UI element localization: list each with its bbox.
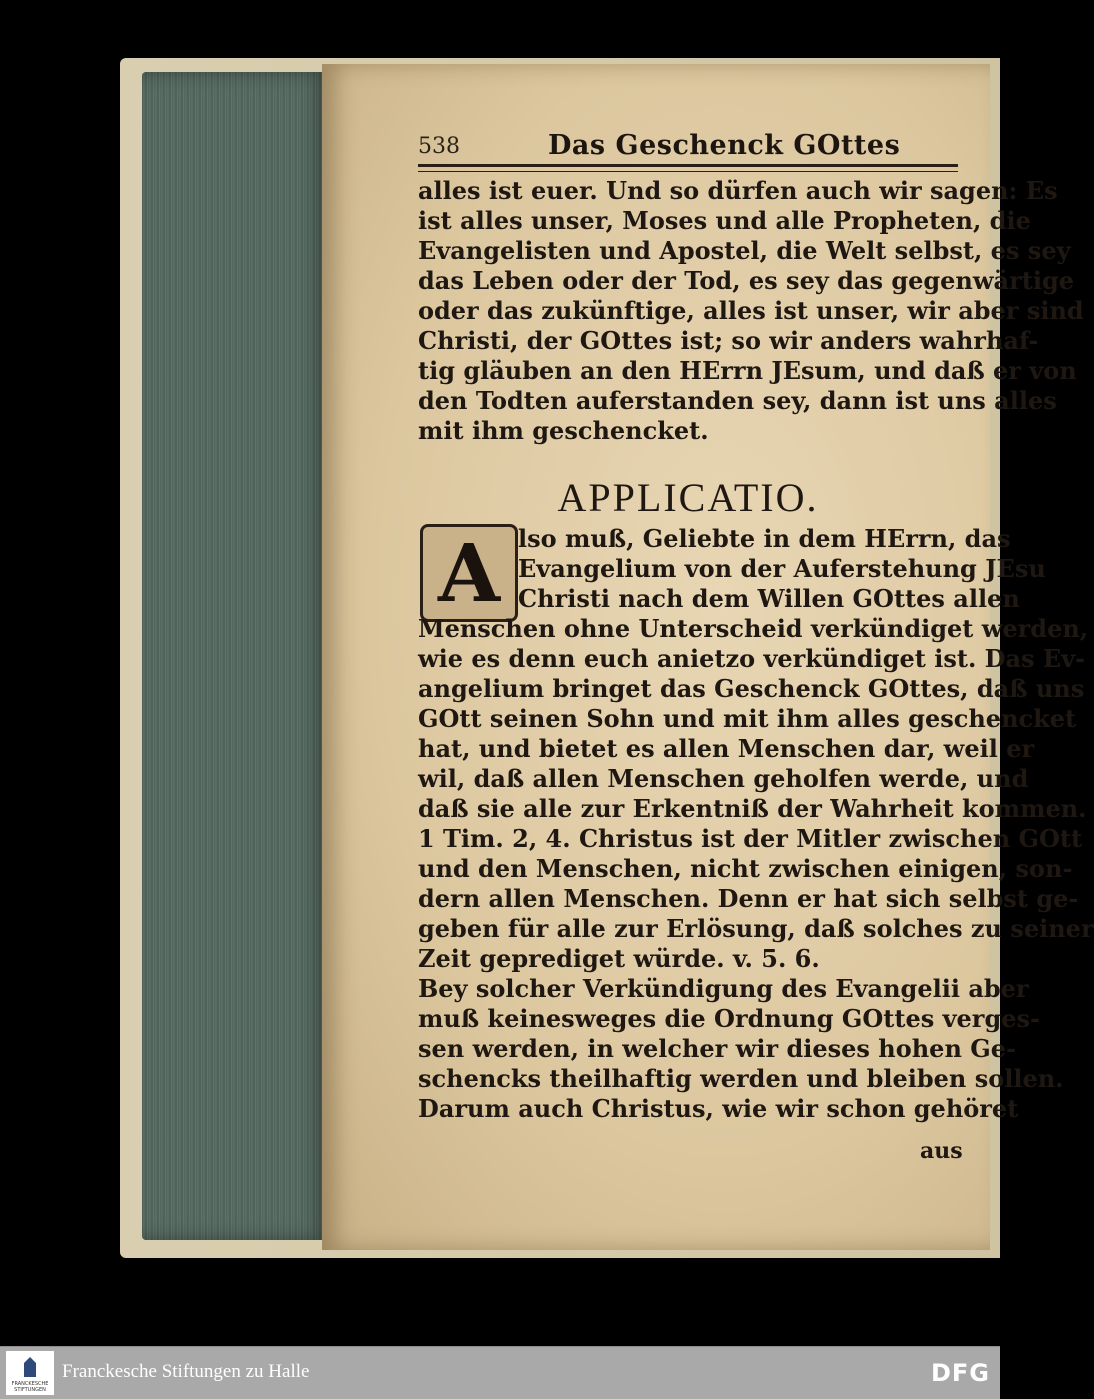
dfg-logo[interactable]: DFG [930, 1359, 990, 1387]
text-line: daß sie alle zur Erkentniß der Wahrheit kommen. [418, 794, 1087, 823]
text-line: GOtt seinen Sohn und mit ihm alles geschencket [418, 704, 1077, 733]
franckesche-stiftungen-logo[interactable] [6, 1351, 54, 1395]
text-line: wie es denn euch anietzo verkündiget ist. Das Ev- [418, 644, 1086, 673]
text-line: Bey solcher Verkündigung des Evangelii aber [418, 974, 1029, 1003]
text-line: Christi, der GOttes ist; so wir anders wahrhaf- [418, 326, 1039, 355]
text-line: Darum auch Christus, wie wir schon gehöret [418, 1094, 1019, 1123]
paragraph-1 [418, 176, 1084, 446]
text-line: und den Menschen, nicht zwischen einigen, son- [418, 854, 1073, 883]
decorated-initial: A [420, 524, 518, 622]
logo-text: FRANCKESCHE STIFTUNGEN [11, 1381, 49, 1393]
text-line: Evangelium von der Auferstehung JEsu [518, 554, 1046, 583]
page-number: 538 [418, 134, 460, 159]
text-line: oder das zukünftige, alles ist unser, wir aber sind [418, 296, 1084, 325]
text-line: sen werden, in welcher wir dieses hohen Ge- [418, 1034, 1016, 1063]
text-line: geben für alle zur Erlösung, daß solches zu seiner [418, 914, 1094, 943]
text-line: schencks theilhaftig werden und bleiben sollen. [418, 1064, 1064, 1093]
book-page [322, 64, 1094, 1250]
paragraph-2 [418, 524, 1094, 1124]
text-line: den Todten auferstanden sey, dann ist uns alles [418, 386, 1057, 415]
text-line: alles ist euer. Und so dürfen auch wir sagen: Es [418, 176, 1058, 205]
text-line: tig gläuben an den HErrn JEsum, und daß er von [418, 356, 1077, 385]
text-line: das Leben oder der Tod, es sey das gegenwärtige [418, 266, 1074, 295]
text-line: 1 Tim. 2, 4. Christus ist der Mitler zwischen GOtt [418, 824, 1083, 853]
text-line: lso muß, Geliebte in dem HErrn, das [518, 524, 1011, 553]
text-line: Menschen ohne Unterscheid verkündiget werden, [418, 614, 1089, 643]
text-line: mit ihm geschencket. [418, 416, 709, 445]
institution-name: Franckesche Stiftungen zu Halle [62, 1361, 310, 1382]
text-line: Zeit geprediget würde. v. 5. 6. [418, 944, 820, 973]
text-line: wil, daß allen Menschen geholfen werde, und [418, 764, 1029, 793]
text-line: ist alles unser, Moses und alle Propheten, die [418, 206, 1031, 235]
page-header [418, 130, 958, 166]
page-block-edge [142, 72, 330, 1240]
viewer-footer [0, 1346, 1000, 1399]
text-line: hat, und bietet es allen Menschen dar, weil er [418, 734, 1035, 763]
text-line: Evangelisten und Apostel, die Welt selbst, es sey [418, 236, 1071, 265]
section-heading: APPLICATIO. [557, 475, 819, 520]
text-line: dern allen Menschen. Denn er hat sich selbst ge- [418, 884, 1079, 913]
text-line: muß keinesweges die Ordnung GOttes verges- [418, 1004, 1040, 1033]
catchword: aus [920, 1138, 963, 1164]
running-head: Das Geschenck GOttes [548, 130, 901, 161]
header-rule [418, 164, 958, 172]
text-line: angelium bringet das Geschenck GOttes, daß uns [418, 674, 1085, 703]
text-line: Christi nach dem Willen GOttes allen [518, 584, 1020, 613]
building-icon [24, 1357, 36, 1377]
